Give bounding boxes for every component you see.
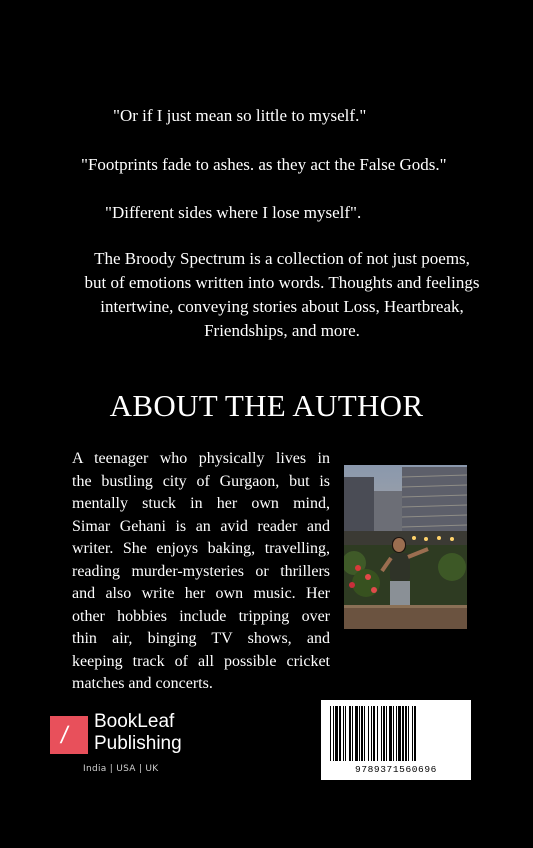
publisher-name-line2: Publishing xyxy=(94,733,182,754)
bio-line: and also write her own music. Her xyxy=(72,585,330,602)
bio-line: mentally stuck in her own mind, xyxy=(72,495,330,512)
bio-line: writer. She enjoys baking, travelling, xyxy=(72,540,330,557)
publisher-name xyxy=(94,711,182,755)
bio-line: reading murder-mysteries or thrillers xyxy=(72,562,330,580)
publisher-regions: India | USA | UK xyxy=(83,764,159,774)
quote-2: "Footprints fade to ashes. as they act the False Gods." xyxy=(81,155,447,174)
bio-line: Simar Gehani is an avid reader and xyxy=(72,517,330,535)
blurb-line: intertwine, conveying stories about Loss, Heartbreak, xyxy=(100,297,464,316)
blurb-line: The Broody Spectrum is a collection of not just poems, xyxy=(94,249,470,268)
bio-line: keeping track of all possible cricket xyxy=(72,652,330,670)
isbn-barcode xyxy=(321,700,471,780)
book-blurb xyxy=(60,247,504,343)
barcode-bars-icon xyxy=(330,706,462,761)
publisher-name-line1: BookLeaf xyxy=(94,711,175,732)
bio-line: other hobbies include tripping over xyxy=(72,607,330,625)
blurb-line: but of emotions written into words. Thoughts and feelings xyxy=(84,273,480,292)
isbn-number: 9789371560696 xyxy=(355,764,437,775)
slash-logo-icon: / xyxy=(50,716,88,754)
author-bio xyxy=(72,448,330,696)
about-author-heading: ABOUT THE AUTHOR xyxy=(109,388,424,423)
quote-1: "Or if I just mean so little to myself." xyxy=(113,106,367,125)
author-photo xyxy=(344,465,467,629)
bio-line: thin air, binging TV shows, and xyxy=(72,630,330,647)
blurb-line: Friendships, and more. xyxy=(204,321,360,340)
bio-line: the bustling city of Gurgaon, but is xyxy=(72,472,330,490)
bio-line: A teenager who physically lives in xyxy=(72,450,330,467)
bio-line: matches and concerts. xyxy=(72,675,213,692)
quote-3: "Different sides where I lose myself". xyxy=(105,203,362,222)
